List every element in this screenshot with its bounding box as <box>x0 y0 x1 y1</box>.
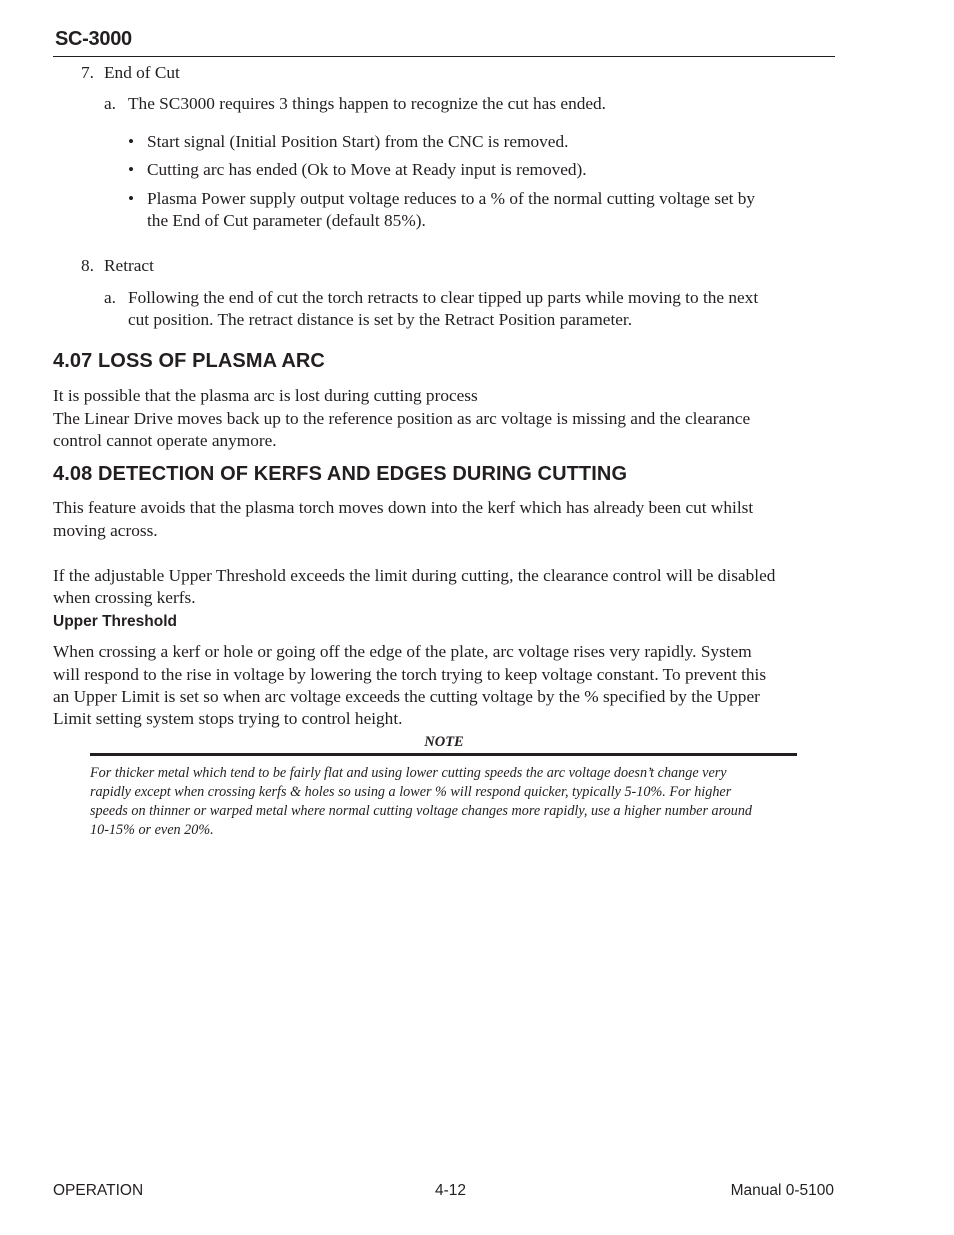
step-7-number: 7. <box>81 63 94 82</box>
section-4-08-para3-line-3: an Upper Limit is set so when arc voltage exceeds the cutting voltage by the % specified by the Upper <box>53 687 760 706</box>
step-7a-letter: a. <box>104 94 116 113</box>
section-4-08-para2-line-1: If the adjustable Upper Threshold exceeds the limit during cutting, the clearance control will be disabled <box>53 566 776 585</box>
bullet-1-text: Start signal (Initial Position Start) from the CNC is removed. <box>147 132 569 151</box>
footer-section-label: OPERATION <box>53 1182 144 1199</box>
note-line-4: 10-15% or even 20%. <box>90 822 214 838</box>
header-rule <box>53 56 835 57</box>
bullet-dot: • <box>128 160 135 179</box>
step-7-title: End of Cut <box>104 63 180 82</box>
bullet-3-line-2: the End of Cut parameter (default 85%). <box>147 211 426 230</box>
section-4-08-para3-line-1: When crossing a kerf or hole or going off the edge of the plate, arc voltage rises very rapidly. System <box>53 642 752 661</box>
section-4-07-line-3: control cannot operate anymore. <box>53 431 277 450</box>
step-8a-line-2: cut position. The retract distance is set by the Retract Position parameter. <box>128 310 633 329</box>
bullet-3-line-1: Plasma Power supply output voltage reduces to a % of the normal cutting voltage set by <box>147 189 756 208</box>
step-7a-text: The SC3000 requires 3 things happen to recognize the cut has ended. <box>128 94 606 113</box>
bullet-2-text: Cutting arc has ended (Ok to Move at Ready input is removed). <box>147 160 587 179</box>
step-8a-letter: a. <box>104 288 116 307</box>
upper-threshold-subheading: Upper Threshold <box>53 613 178 630</box>
section-heading-4-08: 4.08 DETECTION OF KERFS AND EDGES DURING CUTTING <box>53 463 628 485</box>
section-4-08-para2-line-2: when crossing kerfs. <box>53 588 196 607</box>
footer-manual-number: Manual 0-5100 <box>730 1182 834 1199</box>
section-4-08-para3-line-4: Limit setting system stops trying to control height. <box>53 709 403 728</box>
note-line-3: speeds on thinner or warped metal where normal cutting voltage changes more rapidly, use a higher number around <box>90 803 753 819</box>
bullet-dot: • <box>128 132 135 151</box>
step-8a-line-1: Following the end of cut the torch retracts to clear tipped up parts while moving to the next <box>128 288 759 307</box>
section-4-08-para3-line-2: will respond to the rise in voltage by lowering the torch trying to keep voltage constant. To prevent this <box>53 665 767 684</box>
section-4-07-line-2: The Linear Drive moves back up to the reference position as arc voltage is missing and the clearance <box>53 409 751 428</box>
note-line-2: rapidly except when crossing kerfs & holes so using a lower % will respond quicker, typically 5-10%. For higher <box>90 784 732 800</box>
section-4-08-para1-line-1: This feature avoids that the plasma torch moves down into the kerf which has already been cut whilst <box>53 498 754 517</box>
footer-page-number: 4-12 <box>435 1182 467 1199</box>
note-rule <box>90 753 797 756</box>
section-4-08-para1-line-2: moving across. <box>53 521 158 540</box>
page-header-title: SC-3000 <box>55 28 132 50</box>
section-4-07-line-1: It is possible that the plasma arc is lost during cutting process <box>53 386 478 405</box>
step-8-number: 8. <box>81 256 94 275</box>
note-line-1: For thicker metal which tend to be fairly flat and using lower cutting speeds the arc voltage doesn’t change very <box>90 765 727 781</box>
bullet-dot: • <box>128 189 135 208</box>
note-title: NOTE <box>424 734 464 750</box>
section-heading-4-07: 4.07 LOSS OF PLASMA ARC <box>53 350 325 372</box>
step-8-title: Retract <box>104 256 154 275</box>
